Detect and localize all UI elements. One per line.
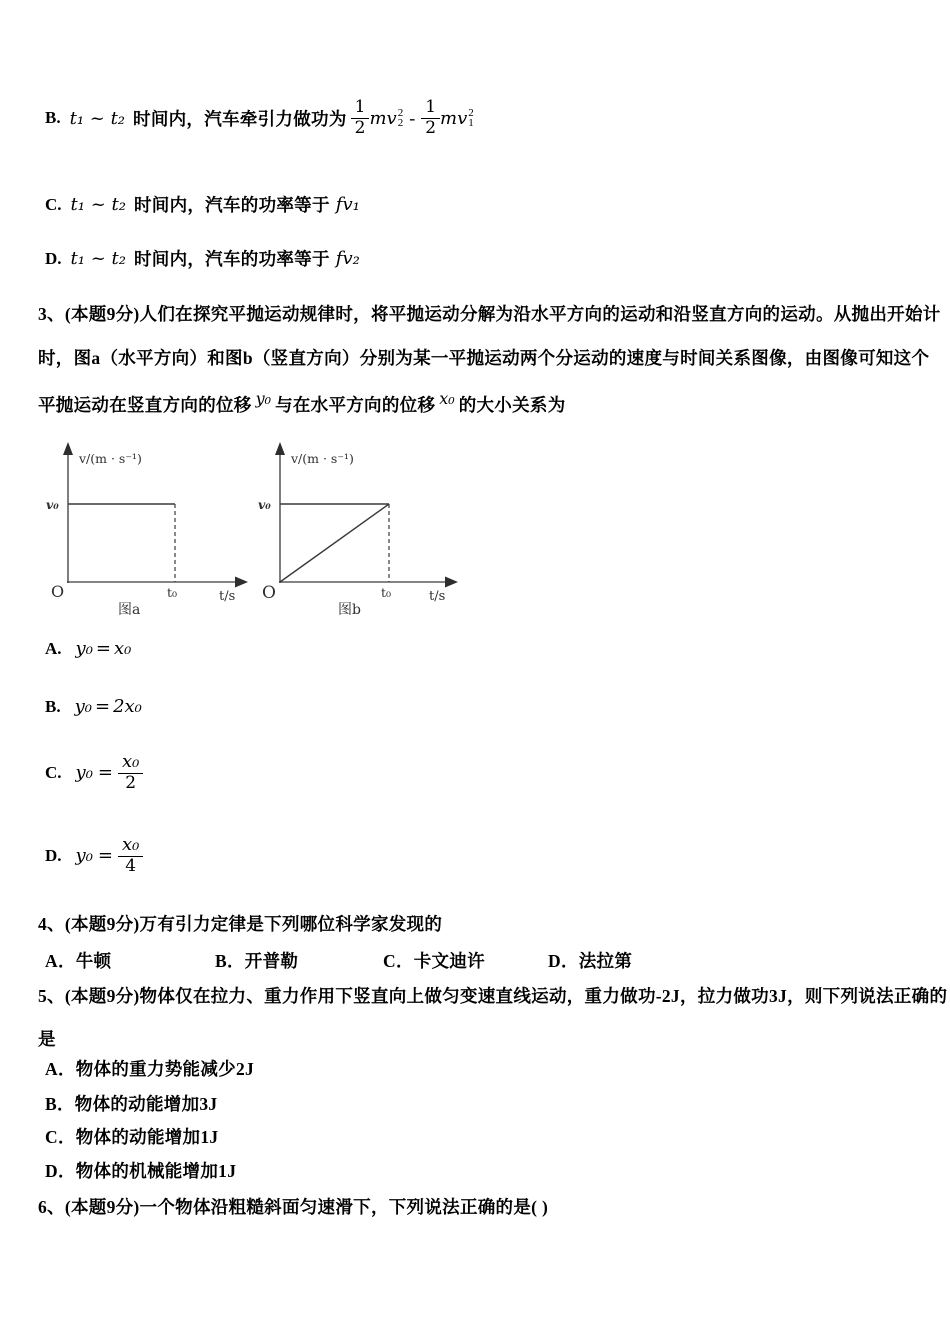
accelerating-velocity-line (280, 504, 389, 582)
t0-tick-label: t₀ (167, 585, 178, 600)
equals-sign: = (94, 696, 111, 717)
q3-line3-mid: 与在水平方向的位移 (275, 395, 436, 415)
q5-text-line2: 是 (38, 1029, 56, 1049)
option-letter: D. (45, 845, 62, 865)
q3-text-line1: 3、(本题9分)人们在探究平抛运动规律时，将平抛运动分解为沿水平方向的运动和沿竖直方向的运动。从抛出开始计 (38, 304, 941, 324)
equals-sign: = (95, 638, 112, 659)
option-text: 时间内，汽车的功率等于 (133, 249, 330, 269)
rhs-fraction: $\frac{\text{x₀}}{2}$ (118, 752, 143, 793)
work-formula (351, 98, 474, 138)
lhs: y₀ (75, 762, 93, 784)
option-letter: A. (45, 638, 62, 658)
time-range-formula: t₁ ~ t₂ (69, 107, 126, 129)
q2-option-d (45, 246, 360, 271)
q3-line3-pre: 平抛运动在竖直方向的位移 (38, 395, 252, 415)
origin-label: O (262, 583, 276, 603)
q4-option-b: B． 开普勒 (215, 951, 299, 971)
q5-option-c (45, 1124, 218, 1149)
y-axis-arrow-icon (275, 442, 285, 455)
q3-text-line3 (38, 389, 566, 417)
equals-sign: = (97, 762, 114, 784)
option-text: 时间内，汽车的功率等于 (133, 195, 330, 215)
q3-option-d (45, 835, 143, 876)
kinetic-term-1: mv 2 1 (440, 107, 474, 130)
q6-text: 6、(本题9分)一个物体沿粗糙斜面匀速滑下，下列说法正确的是( ) (38, 1197, 549, 1217)
graph-a-caption: 图a (118, 602, 141, 618)
rhs: 2x₀ (113, 696, 142, 717)
x-axis-arrow-icon (445, 577, 458, 588)
sub-sup-stack: 2 1 (468, 107, 474, 130)
option-text: 物体的机械能增加1J (75, 1161, 237, 1181)
option-letter: D. (45, 248, 62, 268)
fraction-one-half: $\frac{1}{2}$ (421, 98, 440, 138)
fraction-one-half: $\frac{1}{2}$ (351, 98, 370, 138)
q5-option-a (45, 1056, 254, 1081)
minus-sign: - (409, 107, 416, 128)
option-letter: A． (45, 1059, 76, 1079)
graph-b-caption: 图b (338, 602, 361, 618)
graph-b-vt-chart (248, 442, 463, 620)
q3-option-a (45, 638, 131, 659)
option-letter: C. (45, 194, 62, 214)
q4-option-c: C． 卡文迪许 (383, 951, 485, 971)
option-text: 物体的动能增加1J (75, 1127, 219, 1147)
y-axis-label: v/(m · s⁻¹) (79, 451, 142, 466)
q4-options-row (0, 948, 950, 974)
q2-option-b (45, 98, 474, 138)
option-letter: C． (45, 1127, 76, 1147)
q4-option-d: D． 法拉第 (548, 951, 633, 971)
power-formula: fv₁ (335, 194, 360, 215)
q5-option-b (45, 1091, 217, 1116)
rhs-fraction: $\frac{\text{x₀}}{4}$ (118, 835, 143, 876)
q4-text: 4、(本题9分)万有引力定律是下列哪位科学家发现的 (38, 914, 443, 934)
q2-option-c (45, 192, 360, 217)
time-range-formula: t₁ ~ t₂ (70, 194, 126, 215)
y-axis-label: v/(m · s⁻¹) (291, 451, 354, 466)
v0-tick-label: v₀ (46, 497, 59, 512)
option-text: 物体的动能增加3J (74, 1094, 218, 1114)
t0-tick-label: t₀ (381, 585, 392, 600)
option-letter: D． (45, 1161, 76, 1181)
lhs: y₀ (74, 696, 92, 717)
option-letter: B. (45, 108, 61, 128)
x-axis-arrow-icon (235, 577, 248, 588)
power-formula: fv₂ (335, 248, 360, 269)
q5-option-d (45, 1158, 236, 1183)
rhs: x₀ (114, 638, 132, 659)
q4-option-a: A． 牛顿 (45, 951, 112, 971)
sub-sup-stack: 2 2 (397, 107, 404, 130)
graph-a-vt-chart (38, 442, 253, 620)
option-letter: B. (45, 696, 61, 716)
x-axis-label: t/s (429, 589, 446, 604)
origin-label: O (51, 582, 65, 601)
option-text: 时间内，汽车牵引力做功为 (133, 108, 347, 129)
time-range-formula: t₁ ~ t₂ (70, 248, 126, 269)
x0-symbol: x₀ (439, 389, 455, 408)
lhs: y₀ (75, 845, 93, 867)
q3-option-c (45, 752, 143, 793)
kinetic-term-2: mv 2 2 (369, 107, 404, 130)
x-axis-label: t/s (219, 589, 236, 604)
equals-sign: = (97, 845, 114, 867)
q3-line3-post: 的大小关系为 (458, 395, 566, 415)
option-letter: B． (45, 1094, 75, 1114)
q5-text-line1: 5、(本题9分)物体仅在拉力、重力作用下竖直向上做匀变速直线运动，重力做功-2J，拉力做功3J，则下列说法正确的 (38, 986, 948, 1006)
option-letter: C. (45, 762, 62, 782)
y-axis-arrow-icon (63, 442, 73, 455)
q3-option-b (45, 696, 142, 717)
v0-tick-label: v₀ (258, 497, 271, 512)
y0-symbol: y₀ (255, 389, 272, 408)
q3-text-line2: 时，图a（水平方向）和图b（竖直方向）分别为某一平抛运动两个分运动的速度与时间关系图像，由图像可知这个 (38, 348, 930, 368)
option-text: 物体的重力势能减少2J (75, 1059, 255, 1079)
lhs: y₀ (75, 638, 93, 659)
